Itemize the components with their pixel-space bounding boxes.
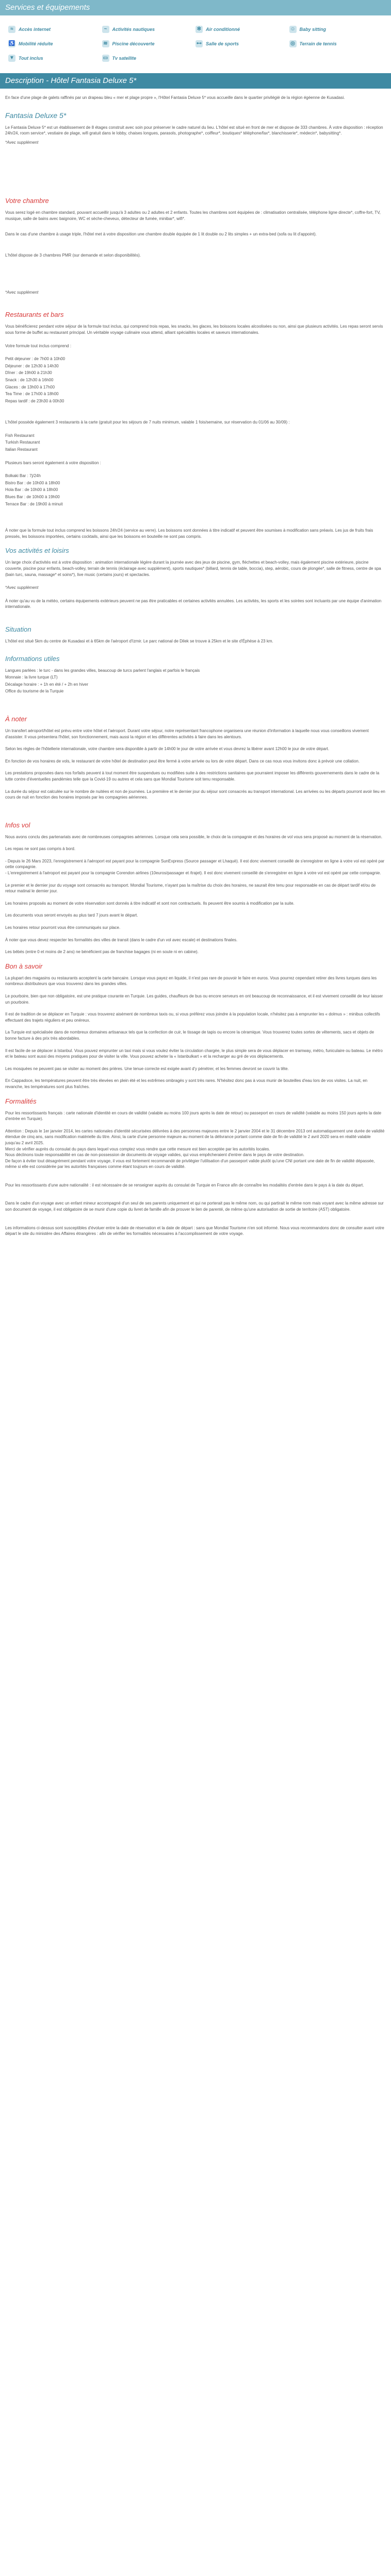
good-text-6: Les mosquées ne peuvent pas se visiter au moment des prières. Une tenue correcte est exigée avant d'y pénétrer, et les femmes devront se couvrir la tête. xyxy=(5,1066,289,1071)
room-text-3: L'hôtel dispose de 3 chambres PMR (sur demande et selon disponibilités). xyxy=(5,253,141,258)
bar-item: Blues Bar : de 10h00 à 19h00 xyxy=(5,495,60,500)
restaurants-text-5: À noter que la formule tout inclus comprend les boissons 24h/24 (service au verre). Les boissons sont données à titre indicatif et peuvent être soumises à modification sans préavis. Les jus de fruits frais pressés, les boissons importées, certains cocktails, ainsi que les boissons en bouteille ne sont pas compris. xyxy=(5,528,373,539)
description-heading: Description - Hôtel Fantasia Deluxe 5* xyxy=(0,73,391,89)
useful-item: Décalage horaire : + 1h en été / + 2h en hiver xyxy=(5,682,88,687)
description-content xyxy=(0,89,391,1256)
formalities-text-2: Attention : Depuis le 1er janvier 2014, les cartes nationales d'identité sécurisées délivrées à des personnes majeures entre le 2 janvier 2004 et le 31 décembre 2013 ont automatiquement une durée de validité étendue de cinq ans, sans modification matérielle du titre. Ainsi, la carte d'une personne majeure au moment de la délivrance portant comme date de fin de validité le 2 avril 2020 sera en réalité valable jusqu'au 2 avril 2025. Merci de vérifier auprès du consulat du pays dans lequel vous comptez vous rendre que cette mesure est bien acceptée par les autorités locales. Nous déclinons toute responsabilité en cas de non-possession de documents de voyage valides, qui vous empêcheraient d'entrer dans le pays de votre destination. De façon à éviter tout désagrément pendant votre voyage, il vous est fortement recommandé de privilégier l'utilisation d'un passeport valide plutôt qu'une CNI portant une date de fin de validité dépassée, même si elle est considérée par les autorités françaises comme étant toujours en cours de validité. xyxy=(5,1128,385,1170)
formalities-heading: Formalités xyxy=(5,1097,37,1105)
bar-list xyxy=(5,473,386,507)
hotel-text: Le Fantasia Deluxe 5* est un établissement de 8 étages construit avec soin pour préserver le cadre naturel du lieu. L'hôtel est situé en front de mer et dispose de 333 chambres. À votre disposition : réception 24h/24, room service*, vestiaire de plage, wifi gratuit dans le lobby, chaises longues, parasols, photographe*, coiffeur*, boutiques* téléphone/fax*, blanchisserie*, médecin*, babysitting*. xyxy=(5,125,383,136)
meal-time: Snack : de 12h30 à 16h00 xyxy=(5,377,54,382)
flight-text-4: Le premier et le dernier jour du voyage sont consacrés au transport. Mondial Tourisme, n'ayant pas la maîtrise du choix des horaires, ne saurait être tenu pour responsable en cas de départ tardif et/ou de retour matinal le dernier jour. xyxy=(5,883,376,894)
service-aircon: ✻ Air conditionné xyxy=(196,26,289,33)
activities-note: *Avec supplément xyxy=(5,585,39,590)
useful-item: Monnaie : la livre turque (LT) xyxy=(5,675,58,680)
restaurants-text-4: Plusieurs bars seront également à votre disposition : xyxy=(5,460,101,465)
cocktail-icon: ▼ xyxy=(8,55,15,62)
meal-time: Dîner : de 19h00 à 21h30 xyxy=(5,370,52,376)
note-heading: À noter xyxy=(5,715,27,723)
flight-text-6: Les documents vous seront envoyés au plus tard 7 jours avant le départ. xyxy=(5,913,138,918)
flight-text-2: Les repas ne sont pas compris à bord. xyxy=(5,846,76,852)
formalities-text-1: Pour les ressortissants français : carte nationale d'identité en cours de validité (valable au moins 100 jours après la date de retour) ou passeport en cours de validité (valable au moins 150 jours après la date d'entrée en Turquie). xyxy=(5,1110,382,1122)
note-text-2: Selon les règles de l'hôtellerie internationale, votre chambre sera disponible à partir de 14h00 le jour de votre arrivée et vous devrez la libérer avant 12h00 le jour de votre départ. xyxy=(5,747,330,752)
good-to-know-heading: Bon à savoir xyxy=(5,962,43,970)
waves-icon: ~ xyxy=(102,26,109,33)
restaurants-text-1: Vous bénéficierez pendant votre séjour de la formule tout inclus, qui comprend trois repas, les snacks, les glaces, les boissons locales alcoolisées ou non, ainsi que plusieurs activités. Les repas seront servis sous forme de buffet au restaurant principal. Un véritable voyage culinaire vous attend, alliant spécialités locales et saveurs internationales. xyxy=(5,324,383,335)
useful-heading: Informations utiles xyxy=(5,654,60,663)
service-babysitting: ☺ Baby sitting xyxy=(290,26,327,32)
page xyxy=(0,0,391,1256)
hotel-note: *Avec supplément xyxy=(5,140,39,145)
snowflake-icon: ✻ xyxy=(196,26,203,33)
hotel-title: Fantasia Deluxe 5* xyxy=(5,111,67,120)
good-text-4: La Turquie est spécialisée dans de nombreux domaines artisanaux tels que la confection de cuir, le tissage de tapis ou encore la céramique. Vous trouverez toutes sortes de vêtements, sacs et objets de bonne facture à des prix très abordables. xyxy=(5,1030,374,1041)
service-internet: ≈ Accès internet xyxy=(8,26,102,33)
good-text-1: La plupart des magasins ou restaurants acceptent la carte bancaire. Lorsque vous payez en liquide, il n'est pas rare de pouvoir le faire en euros. Vous pourrez cependant retirer des livres turques dans les nombreux distributeurs que vous trouverez dans les grandes villes. xyxy=(5,975,377,987)
tv-icon: ▭ xyxy=(102,55,109,62)
bar-item: Bistro Bar : de 10h00 à 18h00 xyxy=(5,480,60,485)
restaurants-text-2: Votre formule tout inclus comprend : xyxy=(5,343,72,348)
formalities-text-3: Pour les ressortissants d'une autre nationalité : il est nécessaire de se renseigner auprès du consulat de Turquie en France afin de connaître les modalités d'entrée dans le pays à la date du départ. xyxy=(5,1182,364,1188)
flight-text-1: Nous avons conclu des partenariats avec de nombreuses compagnies aériennes. Lorsque cela sera possible, le choix de la compagnie et des horaires de vol vous sera proposé au moment de la réservation. xyxy=(5,834,383,839)
service-tv: ▭ Tv satellite xyxy=(102,55,196,62)
situation-heading: Situation xyxy=(5,625,31,633)
meal-time: Petit déjeuner : de 7h00 à 10h00 xyxy=(5,357,66,362)
restaurants-heading: Restaurants et bars xyxy=(5,311,64,319)
room-note: *Avec supplément xyxy=(5,290,39,295)
flight-text-8: À noter que vous devez respecter les formalités des villes de transit (dans le cadre d'un vol avec escale) et destinations finales. xyxy=(5,937,238,942)
meal-time: Glaces : de 13h00 à 17h00 xyxy=(5,384,55,389)
room-text-1: Vous serez logé en chambre standard, pouvant accueillir jusqu'à 3 adultes ou 2 adultes et 2 enfants. Toutes les chambres sont équipées de : climatisation centralisée, téléphone ligne directe*, coffre-fort, TV, musique, salle de bains avec baignoire, WC et sèche-cheveux, détecteur de fumée, minibar*, wifi*. xyxy=(5,210,381,221)
activities-text-2: À noter qu'au vu de la météo, certains équipements extérieurs peuvent ne pas être praticables et certaines activités annulées. Les activités, les sports et les soirées sont incluants par une équipe d'animation internationale. xyxy=(5,598,382,609)
flight-text-5: Les horaires proposés au moment de votre réservation sont donnés à titre indicatif et sont non contractuels. Ils peuvent être soumis à modification par la suite. xyxy=(5,901,295,906)
meal-schedule xyxy=(5,356,386,404)
restaurants-text-3: L'hôtel possède également 3 restaurants à la carte (gratuit pour les séjours de 7 nuits minimum, valable 1 fois/semaine, sur réservation du 01/06 au 30/09) : xyxy=(5,420,290,425)
flight-text-7: Les horaires retour pourront vous être communiqués sur place. xyxy=(5,925,121,930)
bar-item: Bolkaki Bar : 7j/24h xyxy=(5,473,41,479)
dumbbell-icon: ⊷ xyxy=(197,41,202,46)
activities-text-1: Un large choix d'activités est à votre disposition : animation internationale légère durant la journée avec des jeux de piscine, gym, fléchettes et beach-volley, mais également piscine extérieure, piscine couverte, piscine pour enfants, beach-volley, terrain de tennis (éclairage avec supplément), sports nautiques* (billard, tennis de table, boccia), step, aérobic, cours de plongée*, salle de fitness, centre de spa (bain turc, sauna, massage* et soins*), live music (certains jours) et spectacles. xyxy=(5,560,381,577)
good-text-2: Le pourboire, bien que non obligatoire, est une pratique courante en Turquie. Les guides, chauffeurs de bus ou encore serveurs en ont beaucoup de reconnaissance, et il est vivement conseillé de leur laisser un pourboire. xyxy=(5,994,383,1005)
service-pool: ≋ Piscine découverte xyxy=(102,40,196,47)
good-text-5: Il est facile de se déplacer à Istanbul. Vous pouvez emprunter un taxi mais si vous voulez éviter la circulation chargée, le plus simple sera de vous déplacer en tramway, métro, funiculaire ou bateau. Le métro et le bateau sont aussi des moyens pratiques pour de visiter la ville. Vous pouvez acheter la « Istanbulkart » et la recharger au gré de vos déplacements. xyxy=(5,1048,383,1059)
useful-item: Langues parlées : le turc - dans les grandes villes, beaucoup de turcs parlent l'anglais et parfois le français xyxy=(5,668,200,673)
note-text-1: Un transfert aéroport/hôtel est prévu entre votre hôtel et l'aéroport. Durant votre séjour, notre représentant francophone organisera une réunion d'information à laquelle nous vous conseillons vivement d'assister. Il vous présentera l'hôtel, son fonctionnement, mais aussi la région et les différentes activités à faire dans les alentours. xyxy=(5,728,369,739)
flight-heading: Infos vol xyxy=(5,821,30,829)
good-text-3: Il est de tradition de se déplacer en Turquie : vous trouverez aisément de nombreux taxis ou, si vous préférez vous joindre à la population locale, n'hésitez pas à emprunter les « dolmus » : minibus collectifs effectuant des trajets réguliers et peu onéreux. xyxy=(5,1012,380,1023)
services-heading: Services et équipements xyxy=(0,0,391,15)
restaurant-name: Fish Restaurant xyxy=(5,433,35,438)
meal-time: Repas tardif : de 23h30 à 00h30 xyxy=(5,398,64,403)
wheelchair-icon: ♿ xyxy=(8,41,15,46)
room-heading: Votre chambre xyxy=(5,197,49,205)
flight-text-9: Les bébés (entre 0 et moins de 2 ans) ne bénéficient pas de franchise bagages (ni en soute ni en cabine). xyxy=(5,950,199,955)
description-intro: En face d'une plage de galets raffinés par un drapeau bleu « mer et plage propre », l'Hôtel Fantasia Deluxe 5* vous accueille dans le quartier privilégié de la région égéenne de Kusadasi. xyxy=(5,95,345,100)
note-text-4: Les prestations proposées dans nos forfaits peuvent à tout moment être suspendues ou modifiées suite à des restrictions sanitaires que pourraient imposer les différents gouvernements dans le cadre de la lutte contre d'éventuelles pandémies telle que la Covid-19 ou autres et cela sans que Mondial Tourisme soit tenu responsable. xyxy=(5,771,380,782)
formalities-text-4: Dans le cadre d'un voyage avec un enfant mineur accompagné d'un seul de ses parents uniquement et qui ne porterait pas le même nom, ou qui partirait le même nom mais voyant avec la même adresse sur son document de voyage, il est obligatoire de se munir d'une copie du livret de famille afin de prouver le lien de parenté, de même qu'une autorisation de sortie de territoire (AST) obligatoire. xyxy=(5,1201,384,1212)
note-text-3: En fonction de vos horaires de vols, le restaurant de votre hôtel de destination peut être fermé à votre arrivée ou lors de votre départ. Dans ce cas nous vous invitons donc à prévoir une collation. xyxy=(5,758,360,764)
services-grid xyxy=(0,15,391,73)
service-all-inclusive: ▼ Tout inclus xyxy=(8,55,102,62)
room-text-2: Dans le cas d'une chambre à usage triple, l'hôtel met à votre disposition une chambre double équipée de 1 lit double ou 2 lits simples + un extra-bed (sofa ou lit d'appoint). xyxy=(5,231,317,236)
bar-item: Hola Bar : de 10h00 à 18h00 xyxy=(5,487,58,493)
a-la-carte-list xyxy=(5,433,386,453)
service-mobility: ♿ Mobilité réduite xyxy=(8,41,53,46)
wifi-icon: ≈ xyxy=(8,26,15,33)
good-text-7: En Cappadoce, les températures peuvent être très élevées en plein été et les extrêmes ombragés y sont très rares. N'hésitez donc pas à vous munir de bouteilles d'eau lors de vos visites. La nuit, en revanche, les températures sont plus fraîches. xyxy=(5,1078,368,1089)
note-text-5: La durée du séjour est calculée sur le nombre de nuitées et non de journées. La première et le dernier jour du séjour sont consacrés au transport international. Les arrivées ou les départs pourront avoir lieu en cours de nuit en fonction des horaires imposés par les compagnies aériennes. xyxy=(5,789,385,800)
meal-time: Tea Time : de 17h00 à 18h00 xyxy=(5,392,59,397)
service-tennis: ◎ Terrain de tennis xyxy=(289,40,383,47)
useful-item: Office du tourisme de la Turquie xyxy=(5,689,64,694)
meal-time: Déjeuner : de 12h30 à 14h30 xyxy=(5,363,59,368)
pool-icon: ≋ xyxy=(102,40,109,47)
service-nautical: ~ Activités nautiques xyxy=(102,26,196,33)
restaurant-name: Turkish Restaurant xyxy=(5,440,40,445)
baby-icon: ☺ xyxy=(290,26,296,32)
useful-list xyxy=(5,668,386,694)
flight-text-3: - Depuis le 26 Mars 2023, l'enregistrement à l'aéroport est payant pour la compagnie SunExpress (Source passager et Lhaquè). Il est donc vivement conseillé de s'enregistrer en ligne à votre vol est opéré par cette compagnie. - L'enregistrement à l'aéroport est payant pour la compagnie Corendon airlines (10euros/passager et /trajet). Il est donc vivement conseillé de s'enregistrer en ligne à votre vol est opéré par cette compagnie. xyxy=(5,858,385,876)
service-gym: ⊷ Salle de sports xyxy=(197,41,239,46)
activities-heading: Vos activités et loisirs xyxy=(5,547,69,555)
situation-text: L'hôtel est situé 5km du centre de Kusadasi et à 65km de l'aéroport d'Izmir. Le parc national de Dilek se trouve à 25km et le site d'Éphèse à 23 km. xyxy=(5,638,273,643)
formalities-text-5: Les informations ci-dessus sont susceptibles d'évoluer entre la date de réservation et la date de départ : sans que Mondial Tourisme n'en soit informé. Nous vous recommandons donc de consulter avant votre départ le site du ministère des Affaires étrangères : afin de vérifier les formalités nécessaires à l'accomplissement de votre voyage. xyxy=(5,1225,384,1236)
tennis-icon: ◎ xyxy=(289,40,297,47)
bar-item: Terrace Bar : de 19h00 à minuit xyxy=(5,501,63,506)
restaurant-name: Italian Restaurant xyxy=(5,447,38,452)
